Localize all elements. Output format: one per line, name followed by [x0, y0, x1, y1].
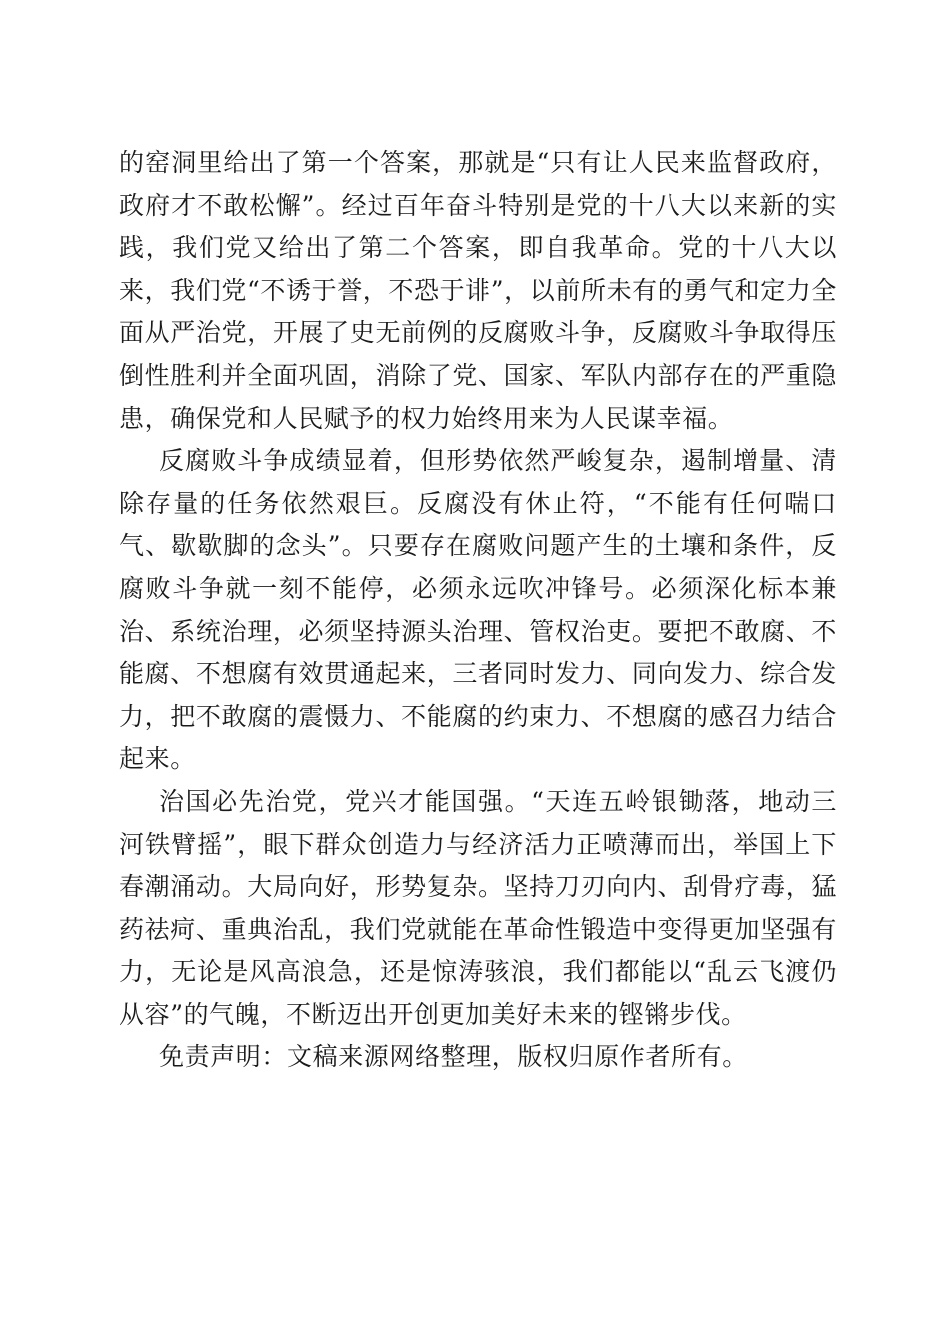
disclaimer: 免责声明：文稿来源网络整理，版权归原作者所有。 — [159, 1042, 748, 1072]
document-body — [119, 142, 837, 1079]
paragraph-governance: 治国必先治党，党兴才能国强。“天连五岭银锄落，地动三河铁臂摇”，眼下群众创造力与经济活力正喷薄而出，举国上下春潮涌动。大局向好，形势复杂。坚持刀刃向内、刮骨疗毒，猛药祛疴、重典治乱，我们党就能在革命性锻造中变得更加坚强有力，无论是风高浪急，还是惊涛骇浪，我们都能以“乱云飞渡仍从容”的气魄，不断迈出开创更加美好未来的铿锵步伐。 — [119, 786, 837, 1029]
paragraph-anti-corruption: 反腐败斗争成绩显着，但形势依然严峻复杂，遏制增量、清除存量的任务依然艰巨。反腐没有休止符，“不能有任何喘口气、歇歇脚的念头”。只要存在腐败问题产生的土壤和条件，反腐败斗争就一刻不能停，必须永远吹冲锋号。必须深化标本兼治、系统治理，必须坚持源头治理、管权治吏。要把不敢腐、不能腐、不想腐有效贯通起来，三者同时发力、同向发力、综合发力，把不敢腐的震慑力、不能腐的约束力、不想腐的感召力结合起来。 — [119, 446, 837, 774]
paragraph-continuation: 的窑洞里给出了第一个答案，那就是“只有让人民来监督政府，政府才不敢松懈”。经过百年奋斗特别是党的十八大以来新的实践，我们党又给出了第二个答案，即自我革命。党的十八大以来，我们党“不诱于誉，不恐于诽”，以前所未有的勇气和定力全面从严治党，开展了史无前例的反腐败斗争，反腐败斗争取得压倒性胜利并全面巩固，消除了党、国家、军队内部存在的严重隐患，确保党和人民赋予的权力始终用来为人民谋幸福。 — [119, 148, 837, 433]
